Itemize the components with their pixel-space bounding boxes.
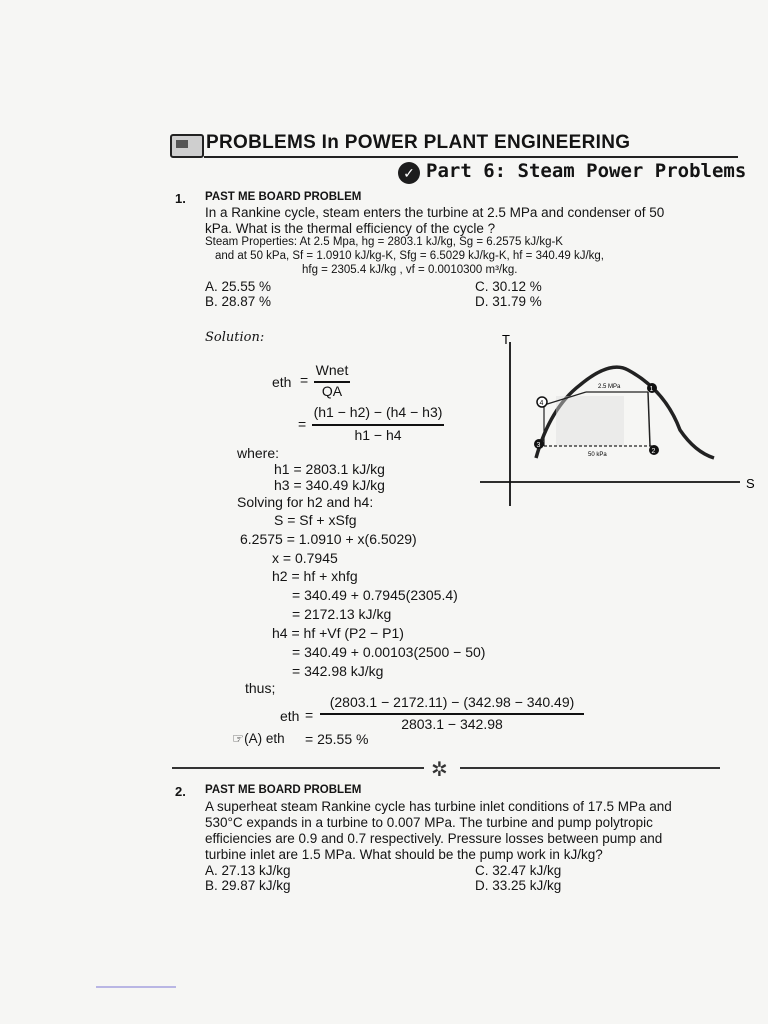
h4-equation: h4 = hf +Vf (P2 − P1)	[272, 625, 404, 641]
t-axis-label: T	[502, 332, 510, 347]
high-pressure-label: 2.5 MPa	[598, 384, 621, 390]
low-pressure-label: 50 kPa	[588, 452, 607, 458]
check-icon: ✓	[398, 162, 420, 184]
expansion-line	[648, 392, 650, 446]
where-label: where:	[237, 445, 280, 461]
fraction-denominator-2: 2803.1 − 342.98	[401, 716, 503, 732]
state-label-3: 3	[536, 442, 541, 449]
equals-sign: =	[300, 372, 309, 388]
choice-b: B. 28.87 %	[205, 294, 272, 309]
fraction-wnet: Wnet	[315, 362, 349, 378]
equals-sign-2: =	[298, 416, 307, 432]
eth-symbol: eth	[272, 374, 292, 390]
quality-value: x = 0.7945	[272, 550, 338, 566]
h2-equation: h2 = hf + xhfg	[272, 568, 358, 584]
h1-value: h1 = 2803.1 kJ/kg	[274, 461, 385, 477]
state-label-2: 2	[651, 448, 656, 455]
problem-2-line-1: A superheat steam Rankine cycle has turbine inlet conditions of 17.5 MPa and	[205, 799, 672, 814]
problem-2-choice-d: D. 33.25 kJ/kg	[475, 878, 562, 893]
fraction-qa: QA	[321, 383, 343, 399]
equals-sign-3: =	[305, 707, 314, 723]
eth-symbol-2: eth	[280, 708, 300, 724]
part-title: Part 6: Steam Power Problems	[426, 160, 747, 182]
h2-result: = 2172.13 kJ/kg	[292, 606, 392, 622]
fraction-bar-3	[320, 713, 584, 715]
choice-d: D. 31.79 %	[475, 294, 542, 309]
problem-1-line-1: In a Rankine cycle, steam enters the turbine at 2.5 MPa and condenser of 50	[205, 205, 665, 220]
h4-result: = 342.98 kJ/kg	[292, 663, 384, 679]
answer-value: = 25.55 %	[305, 731, 369, 747]
fraction-numerator-2: (2803.1 − 2172.11) − (342.98 − 340.49)	[329, 694, 575, 710]
problem-1-line-2: kPa. What is the thermal efficiency of the cycle ?	[205, 221, 496, 236]
problem-1-tag: PAST ME BOARD PROBLEM	[205, 191, 362, 203]
state-label-4: 4	[539, 400, 544, 407]
cycle-area	[556, 396, 624, 446]
problem-2-line-3: efficiencies are 0.9 and 0.7 respectively. Pressure losses between pump and	[205, 831, 663, 846]
answer-label: ☞(A) eth	[232, 731, 285, 746]
thus-label: thus;	[245, 680, 276, 696]
solution-label: Solution:	[205, 330, 265, 345]
divider-ornament-icon: ✲	[431, 759, 448, 781]
divider-left	[172, 767, 424, 769]
divider-right	[460, 767, 720, 769]
problem-2-line-2: 530°C expands in a turbine to 0.007 MPa. The turbine and pump polytropic	[205, 815, 653, 830]
state-label-1: 1	[649, 386, 654, 393]
problem-1-props-2: and at 50 kPa, Sf = 1.0910 kJ/kg-K, Sfg = 6.5029 kJ/kg-K, hf = 340.49 kJ/kg,	[215, 250, 605, 262]
solving-label: Solving for h2 and h4:	[237, 494, 374, 510]
entropy-substitution: 6.2575 = 1.0910 + x(6.5029)	[240, 531, 417, 547]
book-icon	[170, 134, 204, 158]
problem-1-props-3: hfg = 2305.4 kJ/kg , vf = 0.0010300 m³/kg.	[302, 264, 518, 276]
header-rule	[204, 156, 738, 158]
h2-substitution: = 340.49 + 0.7945(2305.4)	[292, 587, 458, 603]
problem-2-number: 2.	[175, 784, 186, 799]
problem-1-number: 1.	[175, 191, 186, 206]
fraction-numerator-1: (h1 − h2) − (h4 − h3)	[313, 404, 443, 420]
fraction-denominator-1: h1 − h4	[354, 427, 402, 443]
problem-2-tag: PAST ME BOARD PROBLEM	[205, 784, 362, 796]
choice-c: C. 30.12 %	[475, 279, 542, 294]
ts-diagram	[470, 330, 768, 510]
problem-2-choice-c: C. 32.47 kJ/kg	[475, 863, 562, 878]
s-axis-label: S	[746, 476, 755, 491]
h4-substitution: = 340.49 + 0.00103(2500 − 50)	[292, 644, 486, 660]
entropy-equation: S = Sf + xSfg	[274, 512, 357, 528]
header-title: PROBLEMS In POWER PLANT ENGINEERING	[206, 132, 631, 153]
choice-a: A. 25.55 %	[205, 279, 272, 294]
h3-value: h3 = 340.49 kJ/kg	[274, 477, 385, 493]
problem-1-props-1: Steam Properties: At 2.5 Mpa, hg = 2803.1 kJ/kg, Sg = 6.2575 kJ/kg-K	[205, 236, 563, 248]
fraction-bar-2	[312, 424, 444, 426]
problem-2-line-4: turbine inlet are 1.5 MPa. What should be the pump work in kJ/kg?	[205, 847, 603, 862]
problem-2-choice-b: B. 29.87 kJ/kg	[205, 878, 291, 893]
problem-2-choice-a: A. 27.13 kJ/kg	[205, 863, 291, 878]
paper-edge	[96, 986, 176, 988]
